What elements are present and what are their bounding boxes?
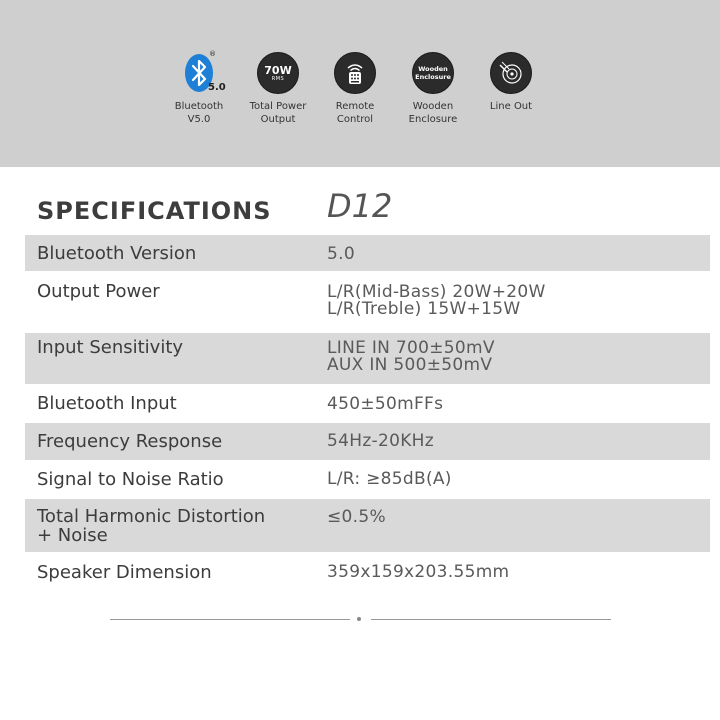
model-name: D12: [327, 187, 393, 225]
bluetooth-version-badge: 5.0: [208, 82, 226, 93]
specifications-heading: SPECIFICATIONS: [37, 197, 272, 225]
spec-row-bluetooth-input: [25, 384, 710, 423]
line-out-icon: [490, 52, 532, 94]
wooden-badge-text: Wooden Enclosure: [415, 65, 451, 81]
spec-row-snr: [25, 460, 710, 499]
spec-label: Bluetooth Version: [37, 243, 197, 264]
divider-line-left: [110, 619, 350, 620]
spec-value: 54Hz-20KHz: [327, 431, 434, 451]
spec-value: ≤0.5%: [327, 507, 386, 527]
wooden-enclosure-icon: [412, 52, 454, 94]
feature-label-power: Total Power Output: [249, 101, 307, 125]
spec-row-output-power: [25, 271, 710, 333]
feature-wooden: [388, 52, 478, 126]
spec-label: Output Power: [37, 281, 160, 302]
spec-label: Total Harmonic Distortion + Noise: [37, 506, 266, 546]
feature-label-line-out: Line Out: [489, 101, 533, 112]
spec-label: Input Sensitivity: [37, 337, 184, 358]
spec-label: Bluetooth Input: [37, 393, 177, 414]
feature-label-wooden: Wooden Enclosure: [408, 101, 458, 125]
spec-row-thd: [25, 499, 710, 552]
registered-mark: ®: [209, 50, 216, 58]
spec-row-bluetooth-version: [25, 235, 710, 271]
spec-label: Speaker Dimension: [37, 562, 212, 583]
bluetooth-icon: [178, 50, 226, 94]
spec-label: Signal to Noise Ratio: [37, 469, 224, 490]
spec-value: 359x159x203.55mm: [327, 562, 510, 582]
divider-line-right: [371, 619, 611, 620]
spec-row-speaker-dimension: [25, 552, 710, 592]
spec-row-frequency-response: [25, 423, 710, 460]
remote-control-icon: [334, 52, 376, 94]
feature-line-out: [466, 52, 556, 113]
divider-dot: [357, 617, 361, 621]
spec-row-input-sensitivity: [25, 333, 710, 384]
spec-label: Frequency Response: [37, 431, 223, 452]
power-badge-icon: [257, 52, 299, 94]
spec-value: 450±50mFFs: [327, 394, 444, 414]
feature-bluetooth: [154, 52, 244, 126]
spec-value: LINE IN 700±50mV AUX IN 500±50mV: [327, 338, 495, 375]
feature-label-remote: Remote Control: [335, 101, 375, 125]
feature-remote: [310, 52, 400, 126]
spec-value: 5.0: [327, 244, 355, 264]
feature-label-bluetooth: Bluetooth V5.0: [174, 101, 224, 125]
spec-value: L/R: ≥85dB(A): [327, 469, 452, 489]
power-badge-unit: RMS: [271, 75, 285, 82]
spec-value: L/R(Mid-Bass) 20W+20W L/R(Treble) 15W+15W: [327, 282, 546, 319]
power-badge-value: 70W: [264, 63, 292, 77]
